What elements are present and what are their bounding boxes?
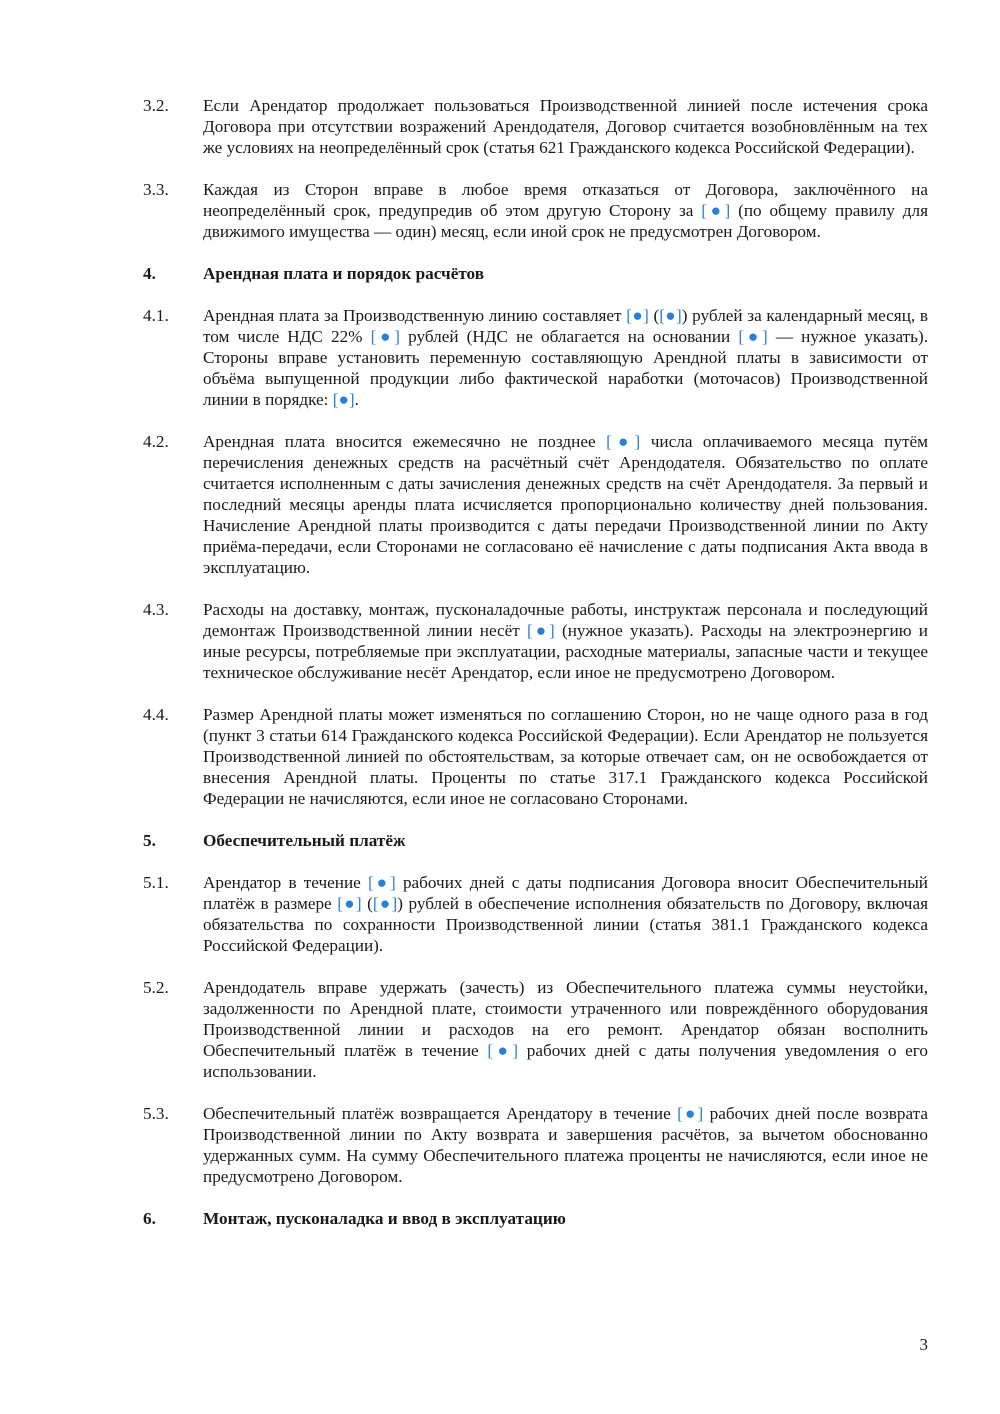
section-heading-5: [143, 830, 928, 851]
placeholder-marker: [●]: [701, 201, 731, 220]
clause-4-1: [143, 305, 928, 410]
placeholder-marker: [●]: [659, 306, 682, 325]
clause-number: 4.4.: [143, 705, 169, 724]
placeholder-marker: [●]: [606, 432, 641, 451]
page-number: 3: [919, 1335, 928, 1354]
placeholder-marker: [●]: [370, 327, 401, 346]
clause-3-3: [143, 179, 928, 242]
placeholder-marker: [●]: [487, 1041, 519, 1060]
clause-number: 4.2.: [143, 432, 169, 451]
placeholder-marker: [●]: [372, 894, 398, 913]
placeholder-marker: [●]: [738, 327, 768, 346]
placeholder-marker: [●]: [626, 306, 649, 325]
section-title: Обеспечительный платёж: [203, 831, 406, 850]
section-number: 4.: [143, 264, 156, 283]
clause-text: Расходы на доставку, монтаж, пусконаладочные работы, инструктаж персонала и последующий демонтаж Производственной линии несёт [●] (нужное указать). Расходы на электроэнергию и иные ресурсы, потребляемые при эксплуатации, расходные материалы, запасные части и текущее техническое обслуживание несёт Арендатор, если иное не предусмотрено Договором.: [203, 600, 928, 682]
clause-number: 3.2.: [143, 96, 169, 115]
placeholder-marker: [●]: [527, 621, 555, 640]
clause-text: Арендная плата за Производственную линию составляет [●] ([●]) рублей за календарный месяц, в том числе НДС 22% [●] рублей (НДС не облагается на основании [●] — нужное указать). Стороны вправе установить переменную составляющую Арендной платы в зависимости от объёма выпущенной продукции либо фактической наработки (моточасов) Производственной линии в порядке: [●].: [203, 306, 928, 409]
clause-5-3: [143, 1103, 928, 1187]
document-body: [143, 95, 928, 1250]
clause-4-3: [143, 599, 928, 683]
section-title: Арендная плата и порядок расчётов: [203, 264, 484, 283]
placeholder-marker: [●]: [677, 1104, 704, 1123]
clause-text: Если Арендатор продолжает пользоваться Производственной линией после истечения срока Договора при отсутствии возражений Арендодателя, Договор считается возобновлённым на тех же условиях на неопределённый срок (статья 621 Гражданского кодекса Российской Федерации).: [203, 96, 928, 157]
clause-text: Каждая из Сторон вправе в любое время отказаться от Договора, заключённого на неопределённый срок, предупредив об этом другую Сторону за [●] (по общему правилу для движимого имущества — один) месяц, если иной срок не предусмотрен Договором.: [203, 180, 928, 241]
clause-4-4: [143, 704, 928, 809]
clause-text: Размер Арендной платы может изменяться по соглашению Сторон, но не чаще одного раза в год (пункт 3 статьи 614 Гражданского кодекса Российской Федерации). Если Арендатор не пользуется Производственной линией по обстоятельствам, за которые отвечает сам, он не освобождается от внесения Арендной платы. Проценты по статье 317.1 Гражданского кодекса Российской Федерации не начисляются, если иное не согласовано Сторонами.: [203, 705, 928, 808]
section-number: 5.: [143, 831, 156, 850]
clause-number: 5.1.: [143, 873, 169, 892]
clause-text: Арендодатель вправе удержать (зачесть) из Обеспечительного платежа суммы неустойки, задолженности по Арендной плате, стоимости утраченного или повреждённого оборудования Производственной линии и расходов на его ремонт. Арендатор обязан восполнить Обеспечительный платёж в течение [●] рабочих дней с даты получения уведомления о его использовании.: [203, 978, 928, 1081]
section-heading-6: [143, 1208, 928, 1229]
clause-5-1: [143, 872, 928, 956]
clause-3-2: [143, 95, 928, 158]
clause-number: 5.2.: [143, 978, 169, 997]
placeholder-marker: [●]: [337, 894, 362, 913]
clause-text: Арендная плата вносится ежемесячно не позднее [●] числа оплачиваемого месяца путём перечисления денежных средств на расчётный счёт Арендодателя. Обязательство по оплате считается исполненным с даты зачисления денежных средств на счёт Арендодателя. За первый и последний месяцы аренды плата исчисляется пропорционально количеству дней пользования. Начисление Арендной платы производится с даты передачи Производственной линии по Акту приёма-передачи, если Сторонами не согласовано её начисление с даты подписания Акта ввода в эксплуатацию.: [203, 432, 928, 577]
clause-text: Арендатор в течение [●] рабочих дней с даты подписания Договора вносит Обеспечительный платёж в размере [●] ([●]) рублей в обеспечение исполнения обязательств по Договору, включая обязательства по сохранности Производственной линии (статья 381.1 Гражданского кодекса Российской Федерации).: [203, 873, 928, 955]
clause-4-2: [143, 431, 928, 578]
placeholder-marker: [●]: [368, 873, 396, 892]
clause-number: 4.3.: [143, 600, 169, 619]
clause-number: 5.3.: [143, 1104, 169, 1123]
clause-number: 4.1.: [143, 306, 169, 325]
placeholder-marker: [●]: [332, 390, 355, 409]
section-number: 6.: [143, 1209, 156, 1228]
section-title: Монтаж, пусконаладка и ввод в эксплуатацию: [203, 1209, 566, 1228]
clause-number: 3.3.: [143, 180, 169, 199]
clause-5-2: [143, 977, 928, 1082]
section-heading-4: [143, 263, 928, 284]
clause-text: Обеспечительный платёж возвращается Арендатору в течение [●] рабочих дней после возврата Производственной линии по Акту возврата и завершения расчётов, за вычетом обоснованно удержанных сумм. На сумму Обеспечительного платежа проценты не начисляются, если иное не предусмотрено Договором.: [203, 1104, 928, 1186]
